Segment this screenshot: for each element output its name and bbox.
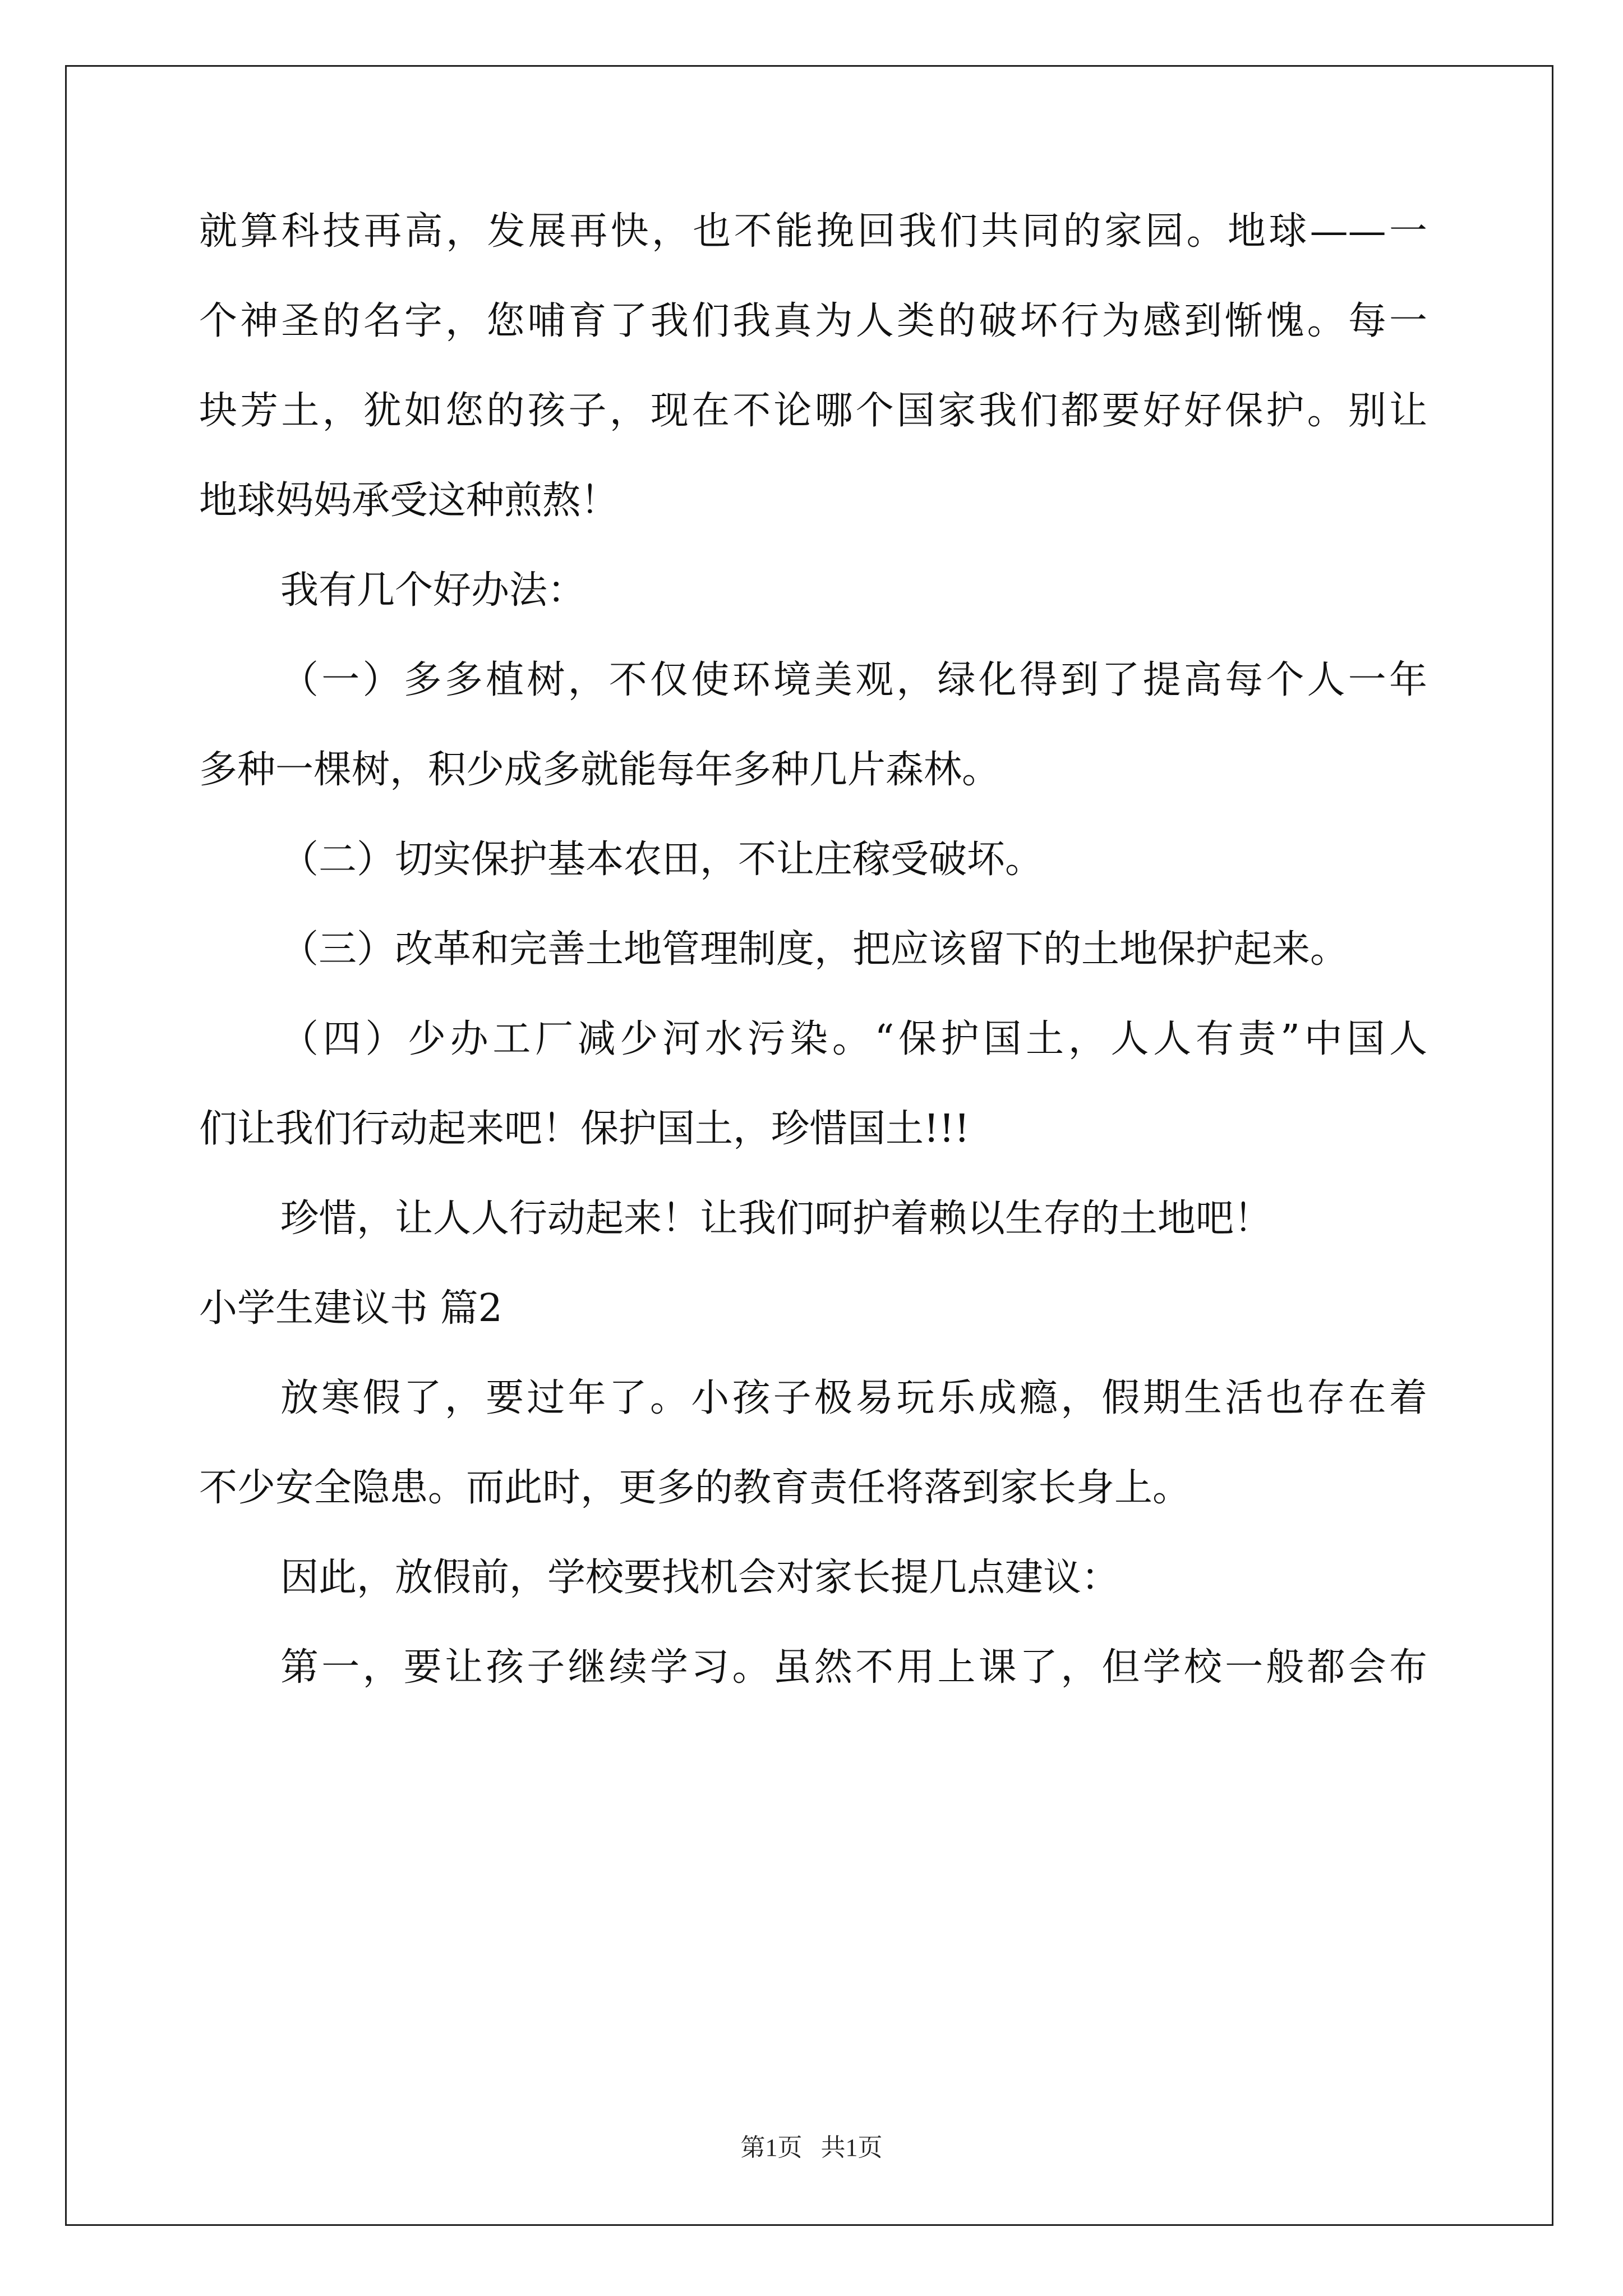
paragraph-line: （二）切实保护基本农田，不让庄稼受破坏。 bbox=[280, 838, 1044, 882]
section-heading: 小学生建议书 篇2 bbox=[199, 1286, 502, 1331]
paragraph-line: 就算科技再高，发展再快，也不能挽回我们共同的家园。地球——一 bbox=[199, 209, 1427, 254]
paragraph-line: 我有几个好办法： bbox=[280, 568, 586, 613]
paragraph-line: 不少安全隐患。而此时，更多的教育责任将落到家长身上。 bbox=[199, 1466, 1191, 1510]
paragraph-line: 因此，放假前，学校要找机会对家长提几点建议： bbox=[280, 1556, 1120, 1600]
paragraph-line: 放寒假了，要过年了。小孩子极易玩乐成瘾，假期生活也存在着 bbox=[280, 1376, 1427, 1420]
paragraph-line: 们让我们行动起来吧！保护国土，珍惜国土!!! bbox=[199, 1107, 970, 1151]
paragraph-line: 珍惜，让人人行动起来！让我们呵护着赖以生存的土地吧！ bbox=[280, 1197, 1272, 1241]
page-footer: 第1页 共1页 bbox=[740, 2134, 883, 2161]
paragraph-line: 第一，要让孩子继续学习。虽然不用上课了，但学校一般都会布 bbox=[280, 1645, 1427, 1690]
paragraph-line: （四）少办工厂减少河水污染。“保护国土，人人有责”中国人 bbox=[280, 1017, 1427, 1061]
paragraph-line: 块芳土，犹如您的孩子，现在不论哪个国家我们都要好好保护。别让 bbox=[199, 389, 1427, 433]
paragraph-line: 个神圣的名字，您哺育了我们我真为人类的破坏行为感到惭愧。每一 bbox=[199, 299, 1427, 343]
paragraph-line: （三）改革和完善土地管理制度，把应该留下的土地保护起来。 bbox=[280, 927, 1349, 972]
paragraph-line: 地球妈妈承受这种煎熬！ bbox=[199, 478, 619, 523]
paragraph-line: （一）多多植树，不仅使环境美观，绿化得到了提高每个人一年 bbox=[280, 658, 1427, 702]
paragraph-line: 多种一棵树，积少成多就能每年多种几片森林。 bbox=[199, 748, 1000, 792]
